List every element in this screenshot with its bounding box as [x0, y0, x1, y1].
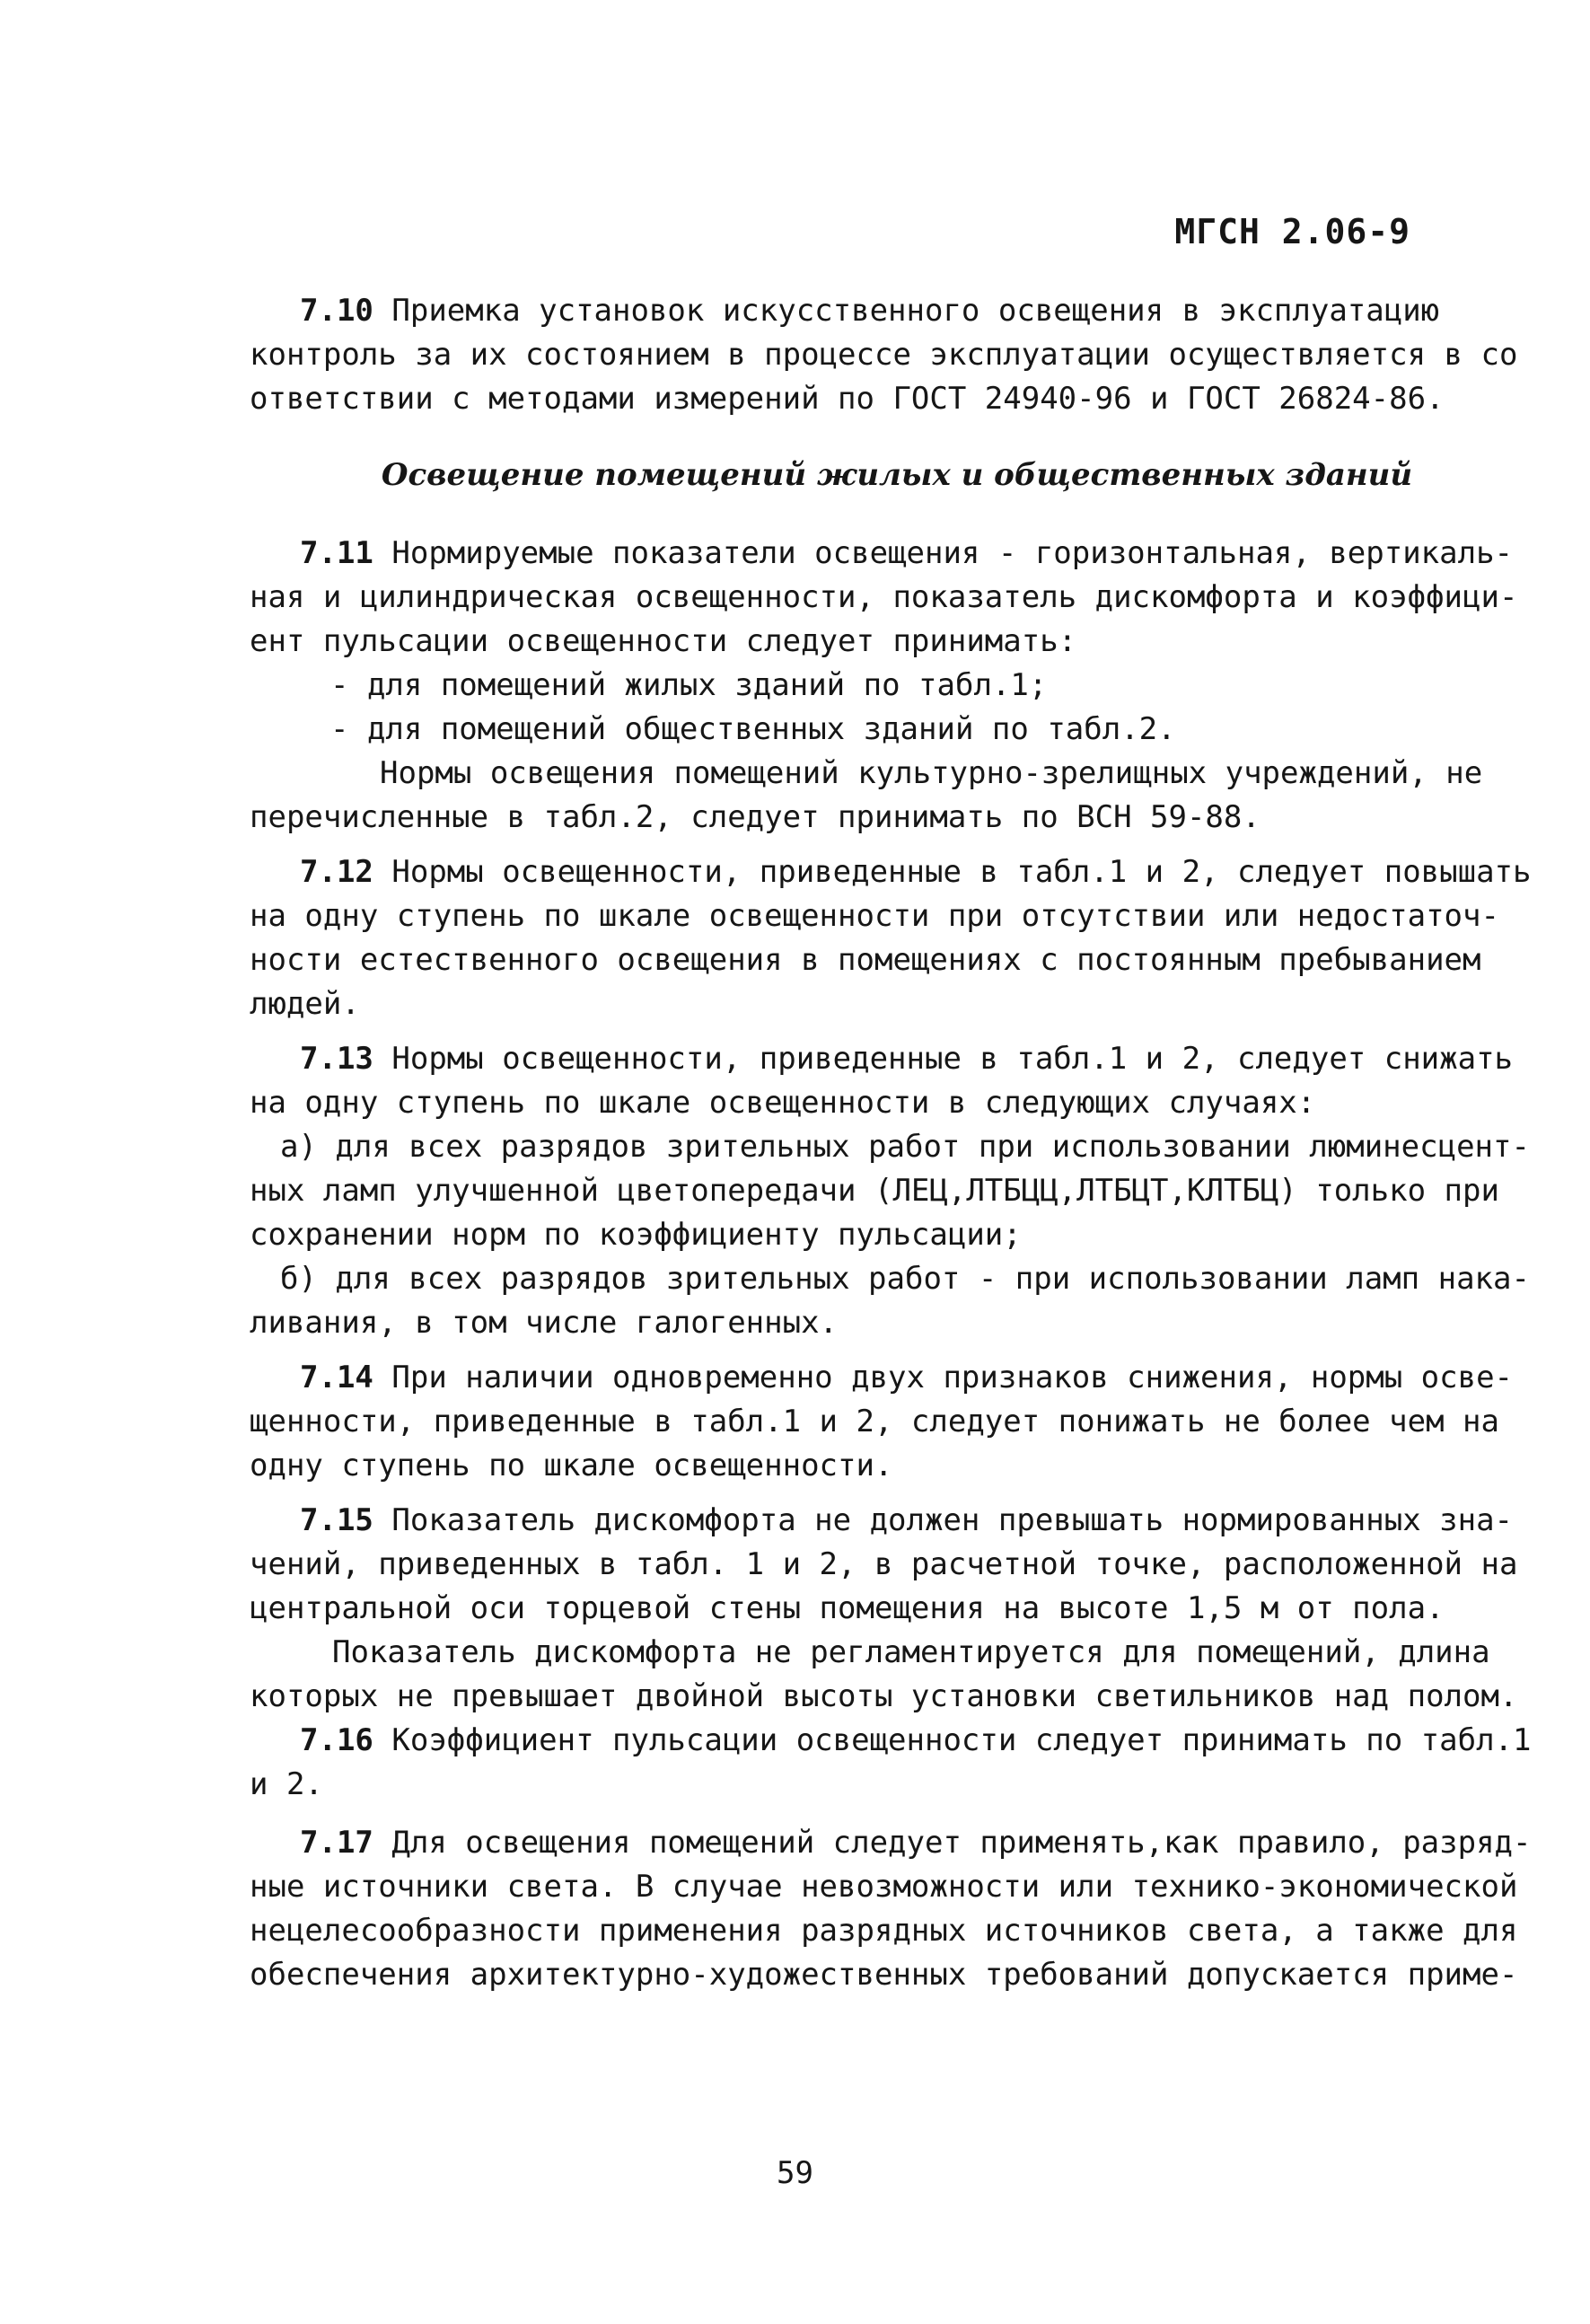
list-item-a-line-1: а) для всех разрядов зрительных работ при использовании люминесцент- [280, 1129, 1530, 1165]
document-body [250, 289, 1532, 1997]
paragraph-7-12-line-3: ности естественного освещения в помещениях с постоянным пребыванием [250, 942, 1481, 978]
paragraph-7-11-line-1: 7.11 Нормируемые показатели освещения - горизонтальная, вертикаль- [300, 535, 1514, 571]
paragraph-7-11-line-7: перечисленные в табл.2, следует принимать по ВСН 59-88. [250, 799, 1261, 835]
list-item-a-line-2: ных ламп улучшенной цветопередачи (ЛЕЦ,ЛТБЦЦ,ЛТБЦТ,КЛТБЦ) только при [250, 1173, 1499, 1209]
paragraph-7-15-line-5: которых не превышает двойной высоты установки светильников над полом. [250, 1678, 1518, 1714]
paragraph-7-10-line-2: контроль за их состоянием в процессе эксплуатации осуществляется в со [250, 337, 1518, 373]
paragraph-7-12-line-2: на одну ступень по шкале освещенности при отсутствии или недостаточ- [250, 898, 1499, 934]
section-number-7-10: 7.10 [300, 293, 373, 329]
paragraph-7-10-line-1: 7.10 Приемка установок искусственного освещения в эксплуатацию [300, 293, 1440, 329]
section-number-7-12: 7.12 [300, 854, 373, 890]
paragraph-7-15-line-3: центральной оси торцевой стены помещения на высоте 1,5 м от пола. [250, 1590, 1445, 1626]
section-number-7-16: 7.16 [300, 1722, 373, 1758]
paragraph-7-14-line-2: щенности, приведенные в табл.1 и 2, следует понижать не более чем на [250, 1404, 1499, 1439]
paragraph-7-11-line-2: ная и цилиндрическая освещенности, показатель дискомфорта и коэффици- [250, 579, 1518, 615]
paragraph-7-11-line-6: Нормы освещения помещений культурно-зрелищных учреждений, не [380, 755, 1483, 791]
paragraph-7-16-line-1: 7.16 Коэффициент пульсации освещенности следует принимать по табл.1 [300, 1722, 1532, 1758]
paragraph-7-17-line-2: ные источники света. В случае невозможности или технико-экономической [250, 1869, 1518, 1905]
section-number-7-14: 7.14 [300, 1360, 373, 1395]
section-number-7-15: 7.15 [300, 1502, 373, 1538]
paragraph-7-15-line-2: чений, приведенных в табл. 1 и 2, в расчетной точке, расположенной на [250, 1546, 1518, 1582]
list-item-public: - для помещений общественных зданий по табл.2. [330, 711, 1176, 747]
document-code-header: МГСН 2.06-9 [1174, 212, 1410, 251]
paragraph-7-11-line-3: ент пульсации освещенности следует принимать: [250, 623, 1077, 659]
paragraph-7-15-line-4: Показатель дискомфорта не регламентируется для помещений, длина [332, 1634, 1490, 1670]
paragraph-7-13-line-2: на одну ступень по шкале освещенности в следующих случаях: [250, 1085, 1316, 1121]
section-number-7-13: 7.13 [300, 1041, 373, 1077]
list-item-a-line-3: сохранении норм по коэффициенту пульсации; [250, 1217, 1022, 1253]
page-number: 59 [777, 2155, 813, 2191]
paragraph-7-12-line-4: людей. [250, 986, 360, 1022]
section-number-7-17: 7.17 [300, 1825, 373, 1861]
paragraph-7-17-line-3: нецелесообразности применения разрядных источников света, а также для [250, 1913, 1518, 1949]
list-item-residential: - для помещений жилых зданий по табл.1; [330, 667, 1048, 703]
paragraph-7-14-line-1: 7.14 При наличии одновременно двух признаков снижения, нормы осве- [300, 1360, 1514, 1395]
paragraph-7-13-line-1: 7.13 Нормы освещенности, приведенные в табл.1 и 2, следует снижать [300, 1041, 1514, 1077]
paragraph-7-10-line-3: ответствии с методами измерений по ГОСТ 24940-96 и ГОСТ 26824-86. [250, 381, 1445, 417]
paragraph-7-15-line-1: 7.15 Показатель дискомфорта не должен превышать нормированных зна- [300, 1502, 1514, 1538]
paragraph-7-17-line-1: 7.17 Для освещения помещений следует применять,как правило, разряд- [300, 1825, 1532, 1861]
list-item-b-line-2: ливания, в том числе галогенных. [250, 1305, 839, 1341]
section-heading: Освещение помещений жилых и общественных зданий [381, 457, 1413, 493]
paragraph-7-12-line-1: 7.12 Нормы освещенности, приведенные в табл.1 и 2, следует повышать [300, 854, 1532, 890]
section-number-7-11: 7.11 [300, 535, 373, 571]
list-item-b-line-1: б) для всех разрядов зрительных работ - при использовании ламп нака- [280, 1261, 1530, 1297]
paragraph-7-14-line-3: одну ступень по шкале освещенности. [250, 1448, 893, 1483]
paragraph-7-16-line-2: и 2. [250, 1766, 323, 1802]
paragraph-7-17-line-4: обеспечения архитектурно-художественных требований допускается приме- [250, 1957, 1518, 1993]
